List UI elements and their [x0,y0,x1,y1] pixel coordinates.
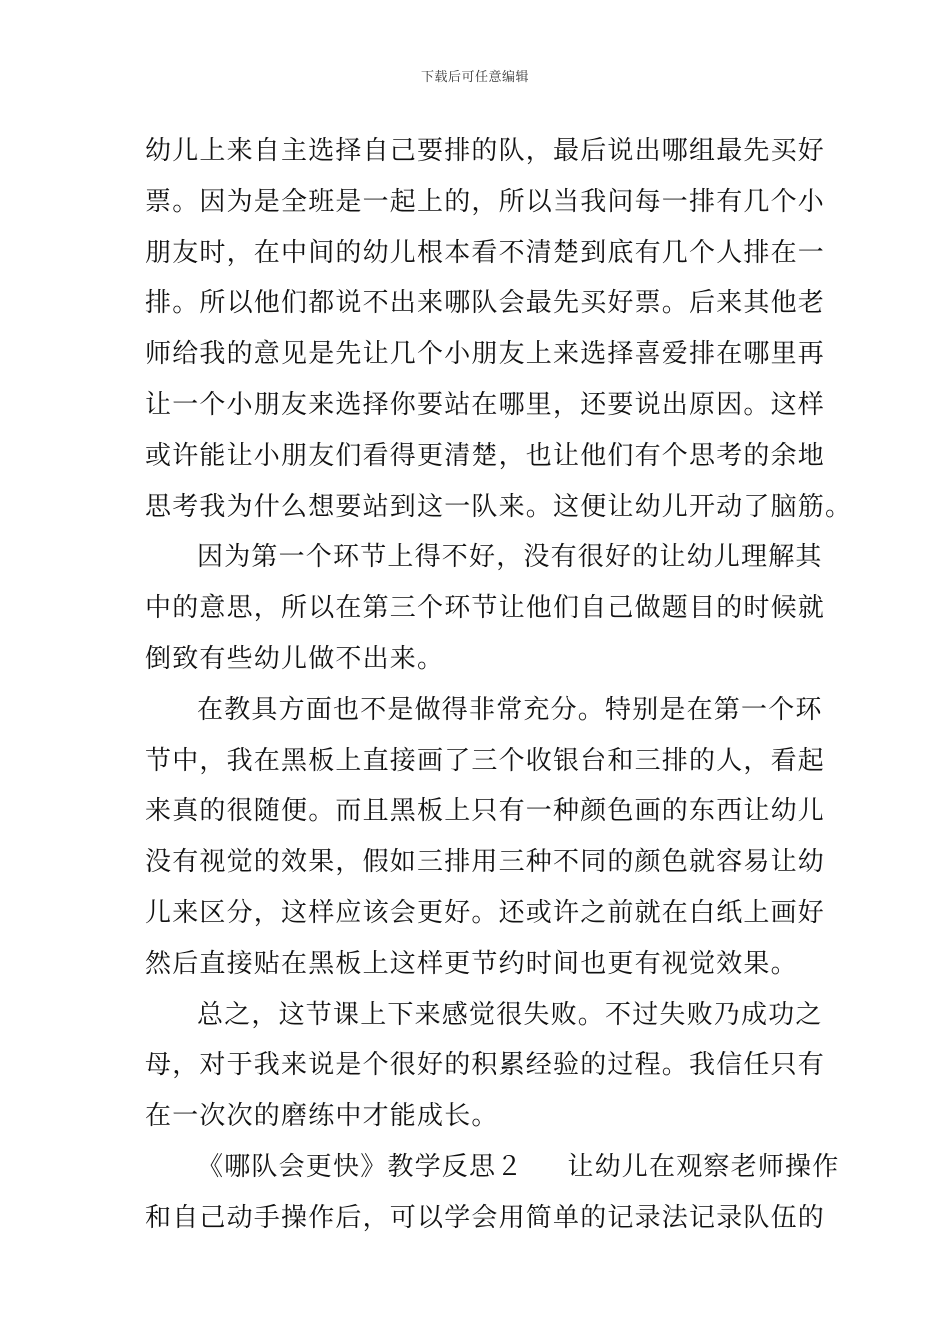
paragraph-first-line: 总之，这节课上下来感觉很失败。不过失败乃成功之 [197,999,823,1030]
text-line: 或许能让小朋友们看得更清楚，也让他们有个思考的余地 [145,440,826,471]
text-line: 排。所以他们都说不出来哪队会最先买好票。后来其他老 [145,288,826,319]
text-line: 倒致有些幼儿做不出来。 [145,643,445,674]
text-line: 票。因为是全班是一起上的，所以当我问每一排有几个小 [145,186,826,217]
text-line: 母，对于我来说是个很好的积累经验的过程。我信任只有 [145,1050,826,1081]
document-body [145,126,853,1244]
text-line: 来真的很随便。而且黑板上只有一种颜色画的东西让幼儿 [145,796,826,827]
section-title: 《哪队会更快》教学反思２ [197,1151,524,1182]
text-line: 在一次次的磨练中才能成长。 [145,1101,499,1132]
text-line: 然后直接贴在黑板上这样更节约时间也更有视觉效果。 [145,948,798,979]
section-heading-line [145,1142,840,1193]
paragraph-first-line: 因为第一个环节上得不好，没有很好的让幼儿理解其 [197,542,823,573]
text-line: 节中，我在黑板上直接画了三个收银台和三排的人，看起 [145,745,826,776]
text-line: 幼儿上来自主选择自己要排的队，最后说出哪组最先买好 [145,136,826,166]
text-line: 没有视觉的效果，假如三排用三种不同的颜色就容易让幼 [145,847,826,878]
paragraph-first-line: 在教具方面也不是做得非常充分。特别是在第一个环 [197,694,823,725]
text-line: 朋友时，在中间的幼儿根本看不清楚到底有几个人排在一 [145,237,826,268]
section-lead-text: 让幼儿在观察老师操作 [567,1151,840,1182]
text-line: 师给我的意见是先让几个小朋友上来选择喜爱排在哪里再 [145,339,826,370]
text-line: 儿来区分，这样应该会更好。还或许之前就在白纸上画好 [145,897,826,928]
text-line: 中的意思，所以在第三个环节让他们自己做题目的时候就 [145,593,826,624]
text-line: 思考我为什么想要站到这一队来。这便让幼儿开动了脑筋。 [145,491,853,522]
text-line: 让一个小朋友来选择你要站在哪里，还要说出原因。这样 [145,389,826,420]
text-line: 和自己动手操作后，可以学会用简单的记录法记录队伍的 [145,1202,826,1233]
download-note: 下载后可任意编辑 [420,70,529,85]
